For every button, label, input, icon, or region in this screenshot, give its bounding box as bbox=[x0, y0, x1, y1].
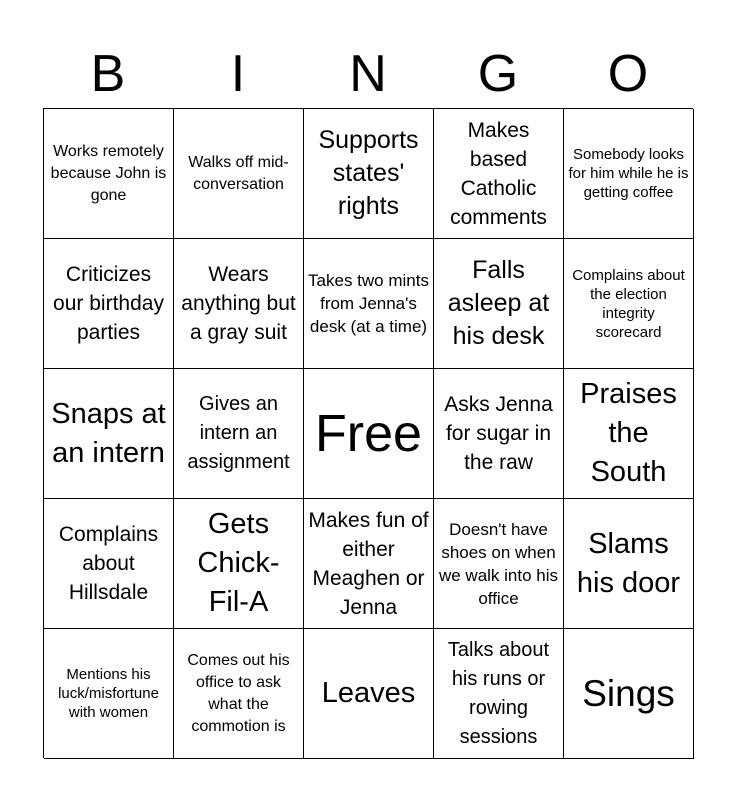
bingo-cell[interactable] bbox=[174, 499, 304, 629]
cell-text: Leaves bbox=[321, 677, 416, 709]
cell-text: Works remotely because John is gone bbox=[50, 142, 167, 204]
header-letter-i: I bbox=[230, 45, 246, 103]
bingo-cell[interactable] bbox=[564, 369, 694, 499]
bingo-cell[interactable] bbox=[434, 369, 564, 499]
cell-text: Somebody looks for him while he is getting coffee bbox=[568, 146, 689, 201]
header-letter-o: O bbox=[607, 45, 649, 103]
cell-text: Asks Jenna for sugar in the raw bbox=[444, 393, 553, 474]
cell-text: Snaps at an intern bbox=[51, 397, 166, 469]
bingo-cell[interactable] bbox=[304, 239, 434, 369]
cell-text: Doesn't have shoes on when we walk into his office bbox=[438, 519, 559, 608]
bingo-cell[interactable] bbox=[44, 629, 174, 759]
cell-text: Mentions his luck/misfortune with women bbox=[58, 666, 159, 721]
bingo-cell[interactable] bbox=[304, 109, 434, 239]
bingo-cell[interactable] bbox=[44, 239, 174, 369]
bingo-cell[interactable] bbox=[174, 109, 304, 239]
cell-text: Walks off mid-conversation bbox=[188, 153, 289, 193]
cell-text: Criticizes our birthday parties bbox=[53, 263, 164, 344]
cell-text: Makes based Catholic comments bbox=[450, 118, 547, 229]
bingo-cell[interactable] bbox=[44, 109, 174, 239]
cell-text: Wears anything but a gray suit bbox=[181, 263, 296, 344]
cell-text: Comes out his office to ask what the commotion is bbox=[187, 651, 290, 735]
cell-text: Falls asleep at his desk bbox=[447, 256, 550, 350]
cell-text: Takes two mints from Jenna's desk (at a time) bbox=[308, 271, 429, 336]
header-letter-g: G bbox=[477, 45, 519, 103]
bingo-cell[interactable] bbox=[434, 499, 564, 629]
free-space-cell[interactable] bbox=[304, 369, 434, 499]
bingo-cell[interactable] bbox=[44, 499, 174, 629]
bingo-cell[interactable] bbox=[564, 239, 694, 369]
header-letter-n: N bbox=[349, 45, 387, 103]
bingo-cell[interactable] bbox=[434, 629, 564, 759]
bingo-cell[interactable] bbox=[434, 109, 564, 239]
cell-text: Gives an intern an assignment bbox=[187, 393, 290, 473]
cell-text: Talks about his runs or rowing sessions bbox=[447, 638, 550, 748]
bingo-cell[interactable] bbox=[564, 499, 694, 629]
bingo-cell[interactable] bbox=[564, 109, 694, 239]
bingo-cell[interactable] bbox=[304, 499, 434, 629]
bingo-cell[interactable] bbox=[304, 629, 434, 759]
free-space-text: Free bbox=[315, 404, 422, 463]
cell-text: Sings bbox=[582, 672, 675, 714]
bingo-cell[interactable] bbox=[174, 629, 304, 759]
cell-text: Praises the South bbox=[580, 378, 677, 488]
cell-text: Complains about the election integrity scorecard bbox=[572, 266, 685, 341]
bingo-cell[interactable] bbox=[44, 369, 174, 499]
bingo-header bbox=[43, 40, 693, 108]
cell-text: Makes fun of either Meaghen or Jenna bbox=[308, 508, 429, 619]
cell-text: Supports states' rights bbox=[318, 126, 419, 220]
cell-text: Gets Chick-Fil-A bbox=[197, 508, 280, 618]
bingo-cell[interactable] bbox=[434, 239, 564, 369]
cell-text: Complains about Hillsdale bbox=[58, 523, 159, 604]
bingo-card-grid bbox=[43, 108, 693, 758]
bingo-cell[interactable] bbox=[174, 369, 304, 499]
header-letter-b: B bbox=[90, 45, 126, 103]
bingo-cell[interactable] bbox=[564, 629, 694, 759]
bingo-cell[interactable] bbox=[174, 239, 304, 369]
cell-text: Slams his door bbox=[576, 527, 681, 599]
